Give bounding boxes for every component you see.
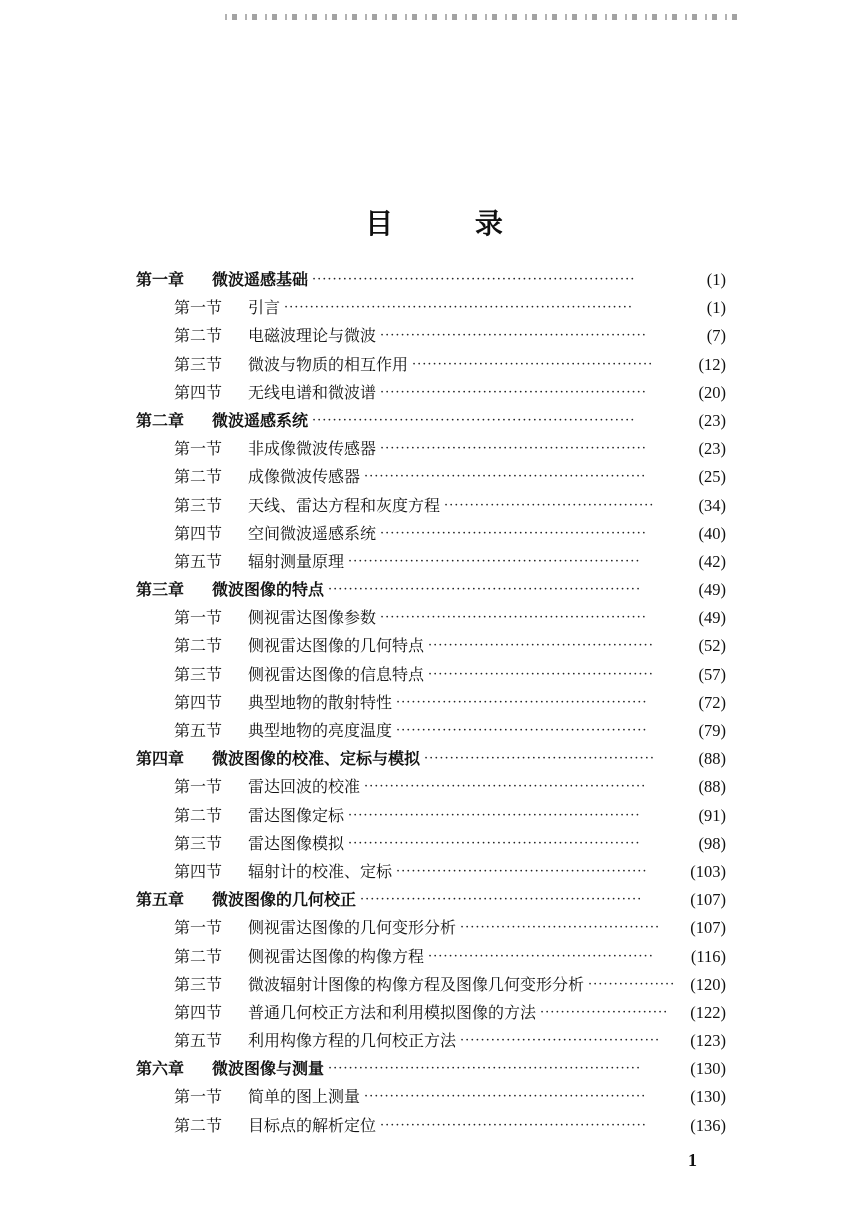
dot-leader: ························································· [348,835,641,851]
dot-leader: ··············································· [412,356,654,372]
dot-leader: ···················································· [380,1117,647,1133]
toc-entry-page: (20) [698,382,726,402]
toc-section-row [0,1112,868,1140]
dot-leader: ···················································· [380,441,647,457]
scan-artifact [225,14,745,20]
toc-entry-number: 第二章 [136,410,185,430]
toc-entry-number: 第一节 [174,918,223,938]
toc-entry-title: 简单的图上测量 [248,1087,361,1107]
toc-chapter-row [0,1055,868,1083]
dot-leader: ····························································· [328,582,642,598]
toc-entry-title: 辐射测量原理 [248,551,345,571]
page-number: 1 [688,1150,697,1170]
toc-entry-title: 侧视雷达图像的几何特点 [248,636,425,656]
toc-entry-number: 第四章 [136,749,185,769]
dot-leader: ············································ [428,948,654,964]
toc-entry-page: (116) [690,946,726,966]
toc-entry-number: 第四节 [174,861,223,881]
toc-chapter-row [0,576,868,604]
dot-leader: ········································· [444,497,655,513]
dot-leader: ···················································· [380,525,647,541]
toc-section-row [0,830,868,858]
dot-leader: ······························································· [312,412,636,428]
toc-entry-number: 第三节 [174,664,223,684]
toc-section-row [0,717,868,745]
toc-entry-title: 引言 [248,298,281,318]
dot-leader: ················································· [396,863,648,879]
toc-entry-page: (57) [698,664,726,684]
toc-entry-title: 雷达图像定标 [248,805,345,825]
toc-section-row [0,492,868,520]
toc-entry-number: 第二节 [174,636,223,656]
dot-leader: ······················································· [364,1089,647,1105]
toc-entry-page: (88) [698,749,726,769]
toc-entry-page: (23) [698,410,726,430]
toc-entry-number: 第四节 [174,1002,223,1022]
toc-entry-title: 微波图像的特点 [212,580,325,600]
toc-entry-page: (49) [698,580,726,600]
toc-entry-number: 第一节 [174,608,223,628]
toc-entry-title: 普通几何校正方法和利用模拟图像的方法 [248,1002,537,1022]
toc-entry-title: 典型地物的亮度温度 [248,721,393,740]
toc-section-row [0,435,868,463]
toc-entry-page: (34) [698,495,726,515]
toc-entry-number: 第四节 [174,523,223,543]
toc-entry-title: 辐射计的校准、定标 [248,861,393,881]
toc-chapter-row [0,407,868,435]
toc-entry-page: (103) [690,861,726,881]
toc-section-row [0,999,868,1027]
toc-entry-page: (12) [698,354,726,374]
dot-leader: ···················································· [380,384,647,400]
toc-entry-title: 空间微波遥感系统 [248,523,377,543]
toc-entry-page: (25) [698,467,726,487]
dot-leader: ····························································· [328,1061,642,1077]
dot-leader: ···················································· [380,328,647,344]
dot-leader: ······································· [460,1033,661,1049]
toc-entry-number: 第三节 [174,354,223,374]
toc-entry-page: (42) [698,551,726,571]
toc-entry-page: (7) [706,326,726,346]
toc-section-row [0,1027,868,1055]
toc-chapter-row [0,745,868,773]
toc-entry-title: 微波遥感基础 [212,270,309,289]
dot-leader: ······················································· [364,779,647,795]
toc-entry-page: (120) [690,974,726,994]
toc-entry-number: 第五章 [136,890,185,910]
toc-section-row [0,322,868,350]
toc-entry-page: (52) [698,636,726,656]
toc-section-row [0,351,868,379]
page-title: 目 录 [365,207,539,240]
dot-leader: ···································································· [284,300,633,316]
toc-entry-title: 微波图像的几何校正 [212,890,357,910]
toc-entry-page: (91) [698,805,726,825]
dot-leader: ················································· [396,694,648,710]
toc-entry-page: (130) [690,1059,726,1079]
toc-entry-number: 第一节 [174,1087,223,1107]
toc-entry-title: 侧视雷达图像参数 [248,608,377,628]
toc-entry-number: 第五节 [174,1031,223,1051]
toc-entry-page: (98) [698,833,726,853]
toc-entry-number: 第五节 [174,721,223,740]
toc-entry-number: 第四节 [174,382,223,402]
toc-entry-title: 电磁波理论与微波 [248,326,377,346]
dot-leader: ················· [588,976,676,992]
toc-entry-page: (40) [698,523,726,543]
toc-section-row [0,689,868,717]
toc-entry-page: (1) [706,298,726,318]
toc-entry-number: 第三节 [174,495,223,515]
toc-entry-number: 第四节 [174,692,223,712]
toc-entry-title: 微波辐射计图像的构像方程及图像几何变形分析 [248,974,585,994]
toc-section-row [0,943,868,971]
toc-chapter-row [0,266,868,294]
toc-entry-title: 微波遥感系统 [212,410,309,430]
dot-leader: ······················································· [364,469,647,485]
toc-section-row [0,379,868,407]
dot-leader: ······································· [460,920,661,936]
toc-entry-title: 无线电谱和微波谱 [248,382,377,402]
toc-entry-page: (123) [690,1031,726,1051]
toc-section-row [0,858,868,886]
toc-entry-page: (107) [690,918,726,938]
toc-entry-number: 第一章 [136,270,185,289]
toc-entry-number: 第三节 [174,974,223,994]
toc-entry-title: 利用构像方程的几何校正方法 [248,1031,457,1051]
toc-entry-title: 目标点的解析定位 [248,1115,377,1135]
toc-section-row [0,294,868,322]
toc-entry-number: 第二节 [174,326,223,346]
toc-entry-number: 第二节 [174,946,223,966]
toc-entry-number: 第二节 [174,1115,223,1135]
toc-section-row [0,548,868,576]
toc-entry-title: 雷达图像模拟 [248,833,345,853]
dot-leader: ······················································· [360,892,643,908]
toc-entry-number: 第一节 [174,298,223,318]
toc-entry-page: (107) [690,890,726,910]
toc-entry-number: 第二节 [174,467,223,487]
toc-entry-number: 第一节 [174,777,223,797]
toc-section-row [0,914,868,942]
toc-entry-page: (79) [698,721,726,740]
toc-entry-page: (122) [690,1002,726,1022]
toc-entry-number: 第六章 [136,1059,185,1079]
dot-leader: ······························································· [312,272,636,287]
toc-entry-title: 侧视雷达图像的构像方程 [248,946,425,966]
toc-entry-title: 微波图像与测量 [212,1059,325,1079]
dot-leader: ············································ [428,638,654,654]
toc-entry-page: (1) [706,270,726,289]
toc-entry-number: 第五节 [174,551,223,571]
toc-section-row [0,520,868,548]
toc-entry-title: 雷达回波的校准 [248,777,361,797]
toc-section-row [0,604,868,632]
table-of-contents [0,266,868,1140]
toc-entry-page: (136) [690,1115,726,1135]
toc-entry-title: 非成像微波传感器 [248,439,377,459]
toc-entry-number: 第一节 [174,439,223,459]
dot-leader: ············································ [428,666,654,682]
dot-leader: ···················································· [380,610,647,626]
dot-leader: ························································· [348,807,641,823]
toc-entry-title: 微波与物质的相互作用 [248,354,409,374]
toc-entry-title: 微波图像的校准、定标与模拟 [212,749,421,769]
toc-section-row [0,661,868,689]
toc-entry-page: (72) [698,692,726,712]
toc-entry-title: 成像微波传感器 [248,467,361,487]
toc-entry-number: 第三节 [174,833,223,853]
toc-entry-page: (23) [698,439,726,459]
dot-leader: ················································· [396,723,648,738]
toc-entry-number: 第二节 [174,805,223,825]
toc-section-row [0,1083,868,1111]
toc-entry-title: 侧视雷达图像的信息特点 [248,664,425,684]
dot-leader: ············································· [424,751,655,767]
toc-section-row [0,971,868,999]
toc-entry-page: (88) [698,777,726,797]
toc-section-row [0,632,868,660]
toc-entry-title: 天线、雷达方程和灰度方程 [248,495,441,515]
dot-leader: ························· [540,1004,669,1020]
dot-leader: ························································· [348,553,641,569]
toc-section-row [0,773,868,801]
toc-chapter-row [0,886,868,914]
toc-entry-page: (130) [690,1087,726,1107]
toc-section-row [0,463,868,491]
toc-entry-title: 典型地物的散射特性 [248,692,393,712]
toc-section-row [0,802,868,830]
toc-entry-page: (49) [698,608,726,628]
toc-entry-title: 侧视雷达图像的几何变形分析 [248,918,457,938]
toc-entry-number: 第三章 [136,580,185,600]
